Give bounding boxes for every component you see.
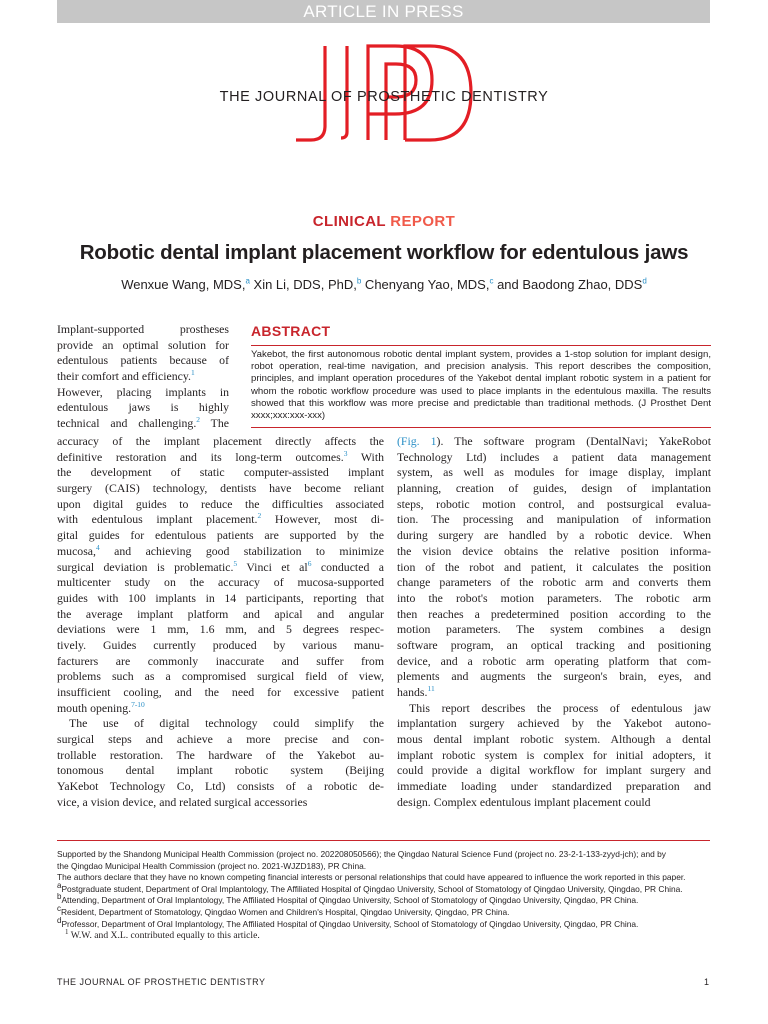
affiliation-mark: b <box>57 892 62 902</box>
body-text: and achieving good stabilization to minimize <box>99 543 384 558</box>
body-text-line <box>57 497 384 513</box>
body-text: edentulous patients because of <box>57 353 229 368</box>
body-text-line <box>57 434 384 450</box>
body-text-line <box>57 322 229 338</box>
body-text-line <box>57 400 229 416</box>
citation-link[interactable]: 2 <box>196 416 201 425</box>
citation-link[interactable]: 2 <box>257 512 262 521</box>
body-text-line <box>57 779 384 795</box>
body-text: mucosa, <box>57 543 96 558</box>
affiliation-list <box>57 880 717 930</box>
affiliation-text: Postgraduate student, Department of Oral Implantology, The Affiliated Hospital of Qingdao University, School of Stomatology of Qingdao University, Qingdao, PR China. <box>61 883 683 894</box>
abstract-text: Yakebot, the first autonomous robotic dental implant system, provides a 1-stop solution for implant design, robot operation, real-time navigation, and precision analysis. This report describes the composition, principles, and implant operation procedures of the Yakebot dental implant robotic system in a patient for whom the robotic workflow procedure was used to place implants in the edentulous maxilla. The results showed that this workflow was more precise and predictable than traditional methods. (J Prosthet Dent xxxx;xxx:xxx-xxx) <box>251 345 711 428</box>
body-text: guides with 100 implants in 14 participants, reporting that <box>57 590 384 605</box>
author-name: and Baodong Zhao, DDS <box>493 277 643 292</box>
body-text: into the robot's motion parameters. The robotic arm <box>397 590 711 605</box>
body-text: the vision device obtains the relative position informa- <box>397 543 711 558</box>
section-label-part2: REPORT <box>385 213 456 230</box>
citation-link[interactable]: 6 <box>307 559 312 568</box>
body-text-line <box>397 685 711 701</box>
body-column-right <box>397 434 711 811</box>
body-text-line <box>57 748 384 764</box>
body-text: However, placing implants in <box>57 384 229 399</box>
body-text-line <box>397 654 711 670</box>
body-text-line <box>57 795 384 811</box>
body-text-line <box>397 465 711 481</box>
funding-note-line-1: Supported by the Shandong Municipal Health Commission (project no. 202208050566); the Qingdao Natural Science Fund (project no. 23-2-1-133-zyyd-jch); and by <box>57 849 666 859</box>
body-text-line <box>397 748 711 764</box>
body-text: the average implant platform and apical and angular <box>57 606 384 621</box>
body-text: then reaches a predetermined position according to the <box>397 606 711 621</box>
body-text: upon digital guides to reduce the difficulties associated <box>57 496 384 511</box>
contribution-note <box>57 927 717 942</box>
body-text-line <box>57 622 384 638</box>
author-list <box>0 277 768 292</box>
body-text-line <box>57 669 384 685</box>
page-number: 1 <box>704 977 710 987</box>
body-text-line <box>57 450 384 466</box>
body-text: software program, an optical tracking and positioning <box>397 637 711 652</box>
body-text-line <box>397 732 711 748</box>
body-text-line <box>57 481 384 497</box>
citation-link[interactable]: 11 <box>427 684 435 694</box>
body-text-line <box>397 512 711 528</box>
abstract-heading: ABSTRACT <box>251 323 331 339</box>
citation-link[interactable]: 4 <box>96 543 100 552</box>
footnote-divider <box>57 840 710 841</box>
body-text-line <box>397 481 711 497</box>
body-text-line <box>57 528 384 544</box>
body-text: surgery (CAIS) technology, dentists have become reliant <box>57 481 384 496</box>
section-label <box>0 213 768 230</box>
funding-note-line-2: the Qingdao Municipal Health Commission (project no. 2021-WJZD183), PR China. <box>57 860 367 871</box>
affiliation-text: Resident, Department of Stomatology, Qingdao Women and Children's Hospital, Qingdao University, Qingdao, PR China. <box>61 906 510 917</box>
body-text: with edentulous implant placement. <box>57 512 258 527</box>
body-text-line <box>397 779 711 795</box>
body-text: vice, a vision device, and related surgical accessories <box>57 794 308 809</box>
body-text: multicenter study on the accuracy of mucosa-supported <box>57 575 384 590</box>
body-text-line <box>57 416 229 432</box>
body-text: accuracy of the implant placement directly affects the <box>57 434 384 448</box>
body-text-line <box>57 591 384 607</box>
author-name: Xin Li, DDS, PhD, <box>249 277 357 292</box>
author-name: Chenyang Yao, MDS, <box>361 277 490 292</box>
body-text-line <box>397 638 711 654</box>
affiliation-mark: a <box>57 880 62 890</box>
body-text: could provide a digital workflow for implant surgery and <box>397 763 711 778</box>
body-text-line <box>397 607 711 623</box>
body-text-line <box>57 763 384 779</box>
body-text: trollable restoration. The hardware of the Yakebot au- <box>57 747 384 762</box>
body-text: With <box>347 449 384 464</box>
author-affiliation-mark: d <box>642 276 647 286</box>
body-text-line <box>57 353 229 369</box>
journal-title-header: THE JOURNAL OF PROSTHETIC DENTISTRY <box>219 89 549 105</box>
body-text-line <box>397 591 711 607</box>
body-text-line <box>397 544 711 560</box>
body-text: during surgery are handled by a robotic device. When <box>397 528 711 543</box>
body-text: ). The software program (DentalNavi; YakeRobot <box>436 434 711 448</box>
body-text: tion of the robot and patient, it calculates the position <box>397 559 711 574</box>
body-text-line <box>397 701 711 717</box>
body-text: The <box>200 416 229 431</box>
body-text-line <box>57 338 229 354</box>
body-text: tively. Guides currently produced by various manu- <box>57 637 384 652</box>
citation-link[interactable]: 3 <box>343 449 348 458</box>
body-text: surgical deviation is problematic. <box>57 559 234 574</box>
body-column-left-top <box>57 322 229 432</box>
body-text: hands. <box>397 685 428 699</box>
body-text: change parameters of the robotic arm and converts them <box>397 575 711 590</box>
affiliation-text: Professor, Department of Oral Implantology, The Affiliated Hospital of Qingdao University, School of Stomatology of Qingdao University, Qingdao, PR China. <box>61 918 639 929</box>
author-affiliation-mark: c <box>489 276 494 286</box>
body-text: conducted a <box>311 559 384 574</box>
body-text: tonomous dental implant robotic system (Beijing <box>57 763 384 778</box>
body-text: provide an optimal solution for <box>57 337 229 352</box>
affiliation-note <box>57 904 717 919</box>
body-text: mous dental implant robotic system. Although a dental <box>397 732 711 747</box>
author-affiliation-mark: b <box>356 276 362 286</box>
body-text-line <box>397 763 711 779</box>
article-title: Robotic dental implant placement workflow for edentulous jaws <box>79 241 689 264</box>
body-text-line <box>397 716 711 732</box>
body-text-line <box>57 732 384 748</box>
body-text: Technology Ltd) includes a patient data management <box>397 449 711 464</box>
body-text-line <box>57 465 384 481</box>
body-text: The use of digital technology could simplify the <box>69 716 384 731</box>
affiliation-note <box>57 892 717 907</box>
body-text-line <box>57 512 384 528</box>
body-text-line <box>397 434 711 450</box>
body-text: implant robotic system is complex for initial adopters, it <box>397 747 711 762</box>
body-text: their comfort and efficiency. <box>57 369 191 384</box>
figure-link[interactable]: (Fig. 1 <box>397 434 437 448</box>
body-text: problems such as a compromised surgical field of view, <box>57 669 384 684</box>
citation-link[interactable]: 7-10 <box>131 699 145 709</box>
body-text: definitive restoration and its long-term outcomes. <box>57 449 344 464</box>
body-text: facturers are commonly inaccurate and suffer from <box>57 653 384 668</box>
body-text-line <box>397 795 711 811</box>
contribution-text: W.W. and X.L. contributed equally to this article. <box>70 930 260 942</box>
body-text-line <box>57 369 229 385</box>
body-text-line <box>397 669 711 685</box>
affiliation-note <box>57 915 717 931</box>
body-text-line <box>397 622 711 638</box>
citation-link[interactable]: 1 <box>190 368 195 378</box>
article-in-press-banner: ARTICLE IN PRESS <box>57 0 710 23</box>
body-text: gital guides for edentulous patients are supported by the <box>57 528 384 543</box>
body-text: steps, robotic motion control, and postsurgical evalua- <box>397 496 711 511</box>
affiliation-text: Attending, Department of Oral Implantology, The Affiliated Hospital of Qingdao University, School of Stomatology of Qingdao University, Qingdao, PR China. <box>61 895 639 906</box>
body-text: immediate loading under standardized preparation and <box>397 779 711 794</box>
body-text: technical and challenging. <box>57 416 197 431</box>
body-text-line <box>397 497 711 513</box>
author-affiliation-mark: a <box>245 276 250 286</box>
body-text-line <box>397 450 711 466</box>
body-text: system, as well as modules for image display, implant <box>397 465 711 480</box>
body-text-line <box>57 385 229 401</box>
body-text-line <box>57 638 384 654</box>
affiliation-note <box>57 880 717 896</box>
body-text-line <box>57 607 384 623</box>
section-label-part1: CLINICAL <box>312 213 386 230</box>
body-text: planning, creation of guides, design of implantation <box>397 481 711 496</box>
contribution-mark: 1 <box>65 927 69 936</box>
body-text: deviations were 1 mm, 1.6 mm, and 5 degrees respec- <box>57 622 384 637</box>
body-text-line <box>57 544 384 560</box>
body-text: However, most di- <box>261 512 384 527</box>
body-column-left <box>57 434 384 811</box>
citation-link[interactable]: 5 <box>233 559 238 568</box>
body-text-line <box>57 575 384 591</box>
footer-journal-name: THE JOURNAL OF PROSTHETIC DENTISTRY <box>57 977 266 987</box>
body-text-line <box>397 528 711 544</box>
body-text: device, and a robotic arm operating platform that com- <box>397 653 711 668</box>
conflict-note: The authors declare that they have no known competing financial interests or personal relationships that could have appeared to influence the work reported in this paper. <box>57 872 686 883</box>
body-text-line <box>57 716 384 732</box>
body-text: Vinci et al <box>237 559 308 574</box>
body-text-line <box>57 560 384 576</box>
body-text-line <box>57 654 384 670</box>
affiliation-mark: d <box>57 915 62 925</box>
body-text: This report describes the process of edentulous jaw <box>409 700 711 715</box>
body-text: insufficient cooling, and the need for excessive patient <box>57 685 384 699</box>
body-text-line <box>57 701 384 717</box>
body-text: motion parameters. The system combines a design <box>397 622 711 637</box>
body-text: the development of static computer-assisted implant <box>57 465 384 480</box>
body-text: Implant-supported prostheses <box>57 322 229 336</box>
body-text: YaKebot Technology Co, Ltd) consists of a robotic de- <box>57 779 384 794</box>
body-text: plements and augments the surgeon's brain, eyes, and <box>397 669 711 684</box>
body-text: surgical steps and achieve a more precise and con- <box>57 732 384 747</box>
body-text-line <box>397 560 711 576</box>
footnotes <box>57 849 717 942</box>
body-text: edentulous jaws is highly <box>57 400 229 415</box>
body-text: design. Complex edentulous implant placement could <box>397 794 651 809</box>
affiliation-mark: c <box>57 904 61 914</box>
author-name: Wenxue Wang, MDS, <box>121 277 246 292</box>
body-text-line <box>57 685 384 701</box>
body-text: mouth opening. <box>57 700 132 715</box>
body-text-line <box>397 575 711 591</box>
body-text: implantation surgery achieved by the Yakebot autono- <box>397 716 711 731</box>
body-text: tion. The processing and manipulation of information <box>397 512 711 527</box>
